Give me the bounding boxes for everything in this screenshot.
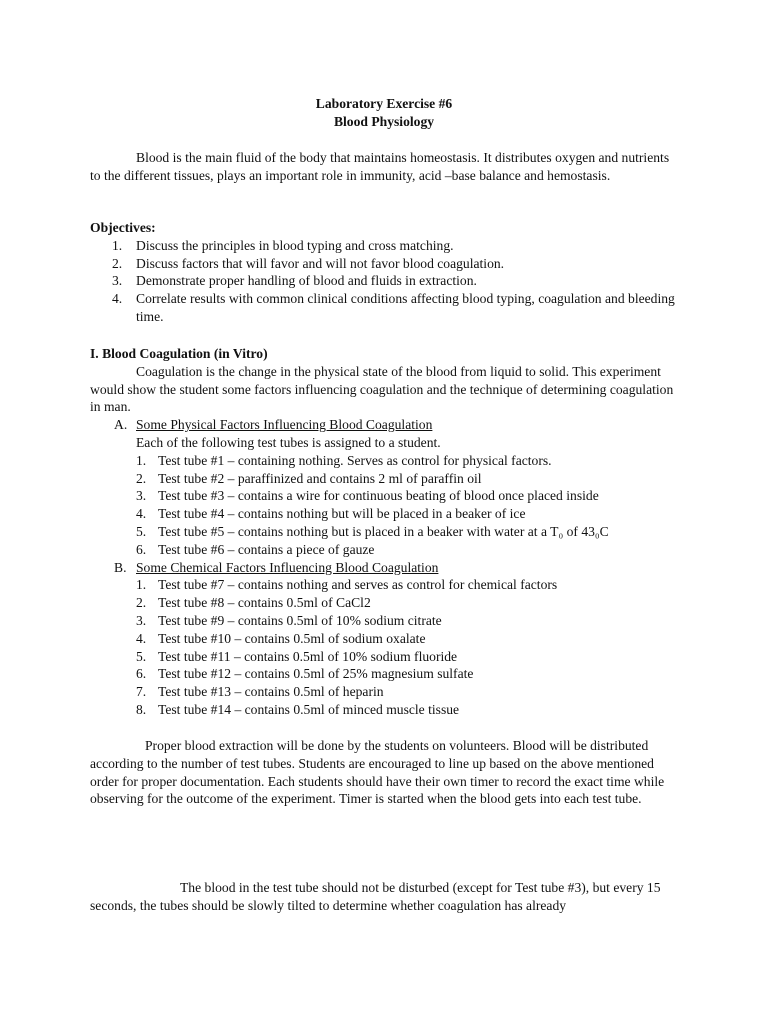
extraction-paragraph: Proper blood extraction will be done by the students on volunteers. Blood will be distributed according to the number of test tubes. Students are encouraged to line up based on the above mentioned order for proper documentation. Each students should have their own timer to record the exact time while observing for the outcome of the experiment. Timer is started when the blood gets into each test tube. xyxy=(90,738,665,807)
part-b-list xyxy=(90,576,680,718)
objectives-section xyxy=(90,219,680,326)
list-item: 5. Test tube #5 – contains nothing but is placed in a beaker with water at a T₀ of 43₀C xyxy=(136,523,609,539)
list-item: 1. Test tube #1 – containing nothing. Serves as control for physical factors. xyxy=(136,452,552,468)
intro-paragraph: Blood is the main fluid of the body that maintains homeostasis. It distributes oxygen and nutrients to the different tissues, plays an important role in immunity, acid –base balance and hemostasis. xyxy=(90,150,670,183)
list-item: 4. Test tube #4 – contains nothing but will be placed in a beaker of ice xyxy=(136,506,526,522)
part-a-heading: A. Some Physical Factors Influencing Blood Coagulation xyxy=(114,417,433,433)
section-coagulation xyxy=(90,345,680,719)
section-heading: I. Blood Coagulation (in Vitro) xyxy=(90,346,268,361)
list-item: 3. Test tube #9 – contains 0.5ml of 10% sodium citrate xyxy=(136,612,442,628)
list-item: 1. Test tube #7 – contains nothing and serves as control for chemical factors xyxy=(136,577,558,593)
part-a-lead: Each of the following test tubes is assigned to a student. xyxy=(136,434,441,450)
list-item: 5. Test tube #11 – contains 0.5ml of 10% sodium fluoride xyxy=(136,648,458,664)
list-item: 1. Discuss the principles in blood typing and cross matching. xyxy=(112,237,454,253)
part-b-heading: B. Some Chemical Factors Influencing Blood Coagulation xyxy=(114,559,439,575)
list-item: 6. Test tube #6 – contains a piece of gauze xyxy=(136,541,375,557)
list-item: 2. Test tube #8 – contains 0.5ml of CaCl2 xyxy=(136,595,371,611)
objectives-list xyxy=(90,237,680,326)
list-item: 4. Correlate results with common clinical conditions affecting blood typing, coagulation and bleeding time. xyxy=(112,291,675,324)
section-intro: Coagulation is the change in the physical state of the blood from liquid to solid. This experiment would show the student some factors influencing coagulation and the technique of determining coagulation in man. xyxy=(90,363,674,415)
list-item: 3. Test tube #3 – contains a wire for continuous beating of blood once placed inside xyxy=(136,488,599,504)
final-paragraph: The blood in the test tube should not be disturbed (except for Test tube #3), but every 15 seconds, the tubes should be slowly tilted to determine whether coagulation has already xyxy=(90,880,661,913)
list-item: 2. Test tube #2 – paraffinized and contains 2 ml of paraffin oil xyxy=(136,470,482,486)
list-item: 6. Test tube #12 – contains 0.5ml of 25% magnesium sulfate xyxy=(136,666,474,682)
part-a-list xyxy=(90,452,680,559)
objectives-heading: Objectives: xyxy=(90,220,156,235)
list-item: 3. Demonstrate proper handling of blood and fluids in extraction. xyxy=(112,273,477,289)
list-item: 2. Discuss factors that will favor and will not favor blood coagulation. xyxy=(112,255,505,271)
list-item: 4. Test tube #10 – contains 0.5ml of sodium oxalate xyxy=(136,630,426,646)
document-title: Laboratory Exercise #6 xyxy=(315,96,453,111)
document-subtitle: Blood Physiology xyxy=(333,114,435,129)
list-item: 8. Test tube #14 – contains 0.5ml of minced muscle tissue xyxy=(136,701,460,717)
list-item: 7. Test tube #13 – contains 0.5ml of heparin xyxy=(136,684,384,700)
